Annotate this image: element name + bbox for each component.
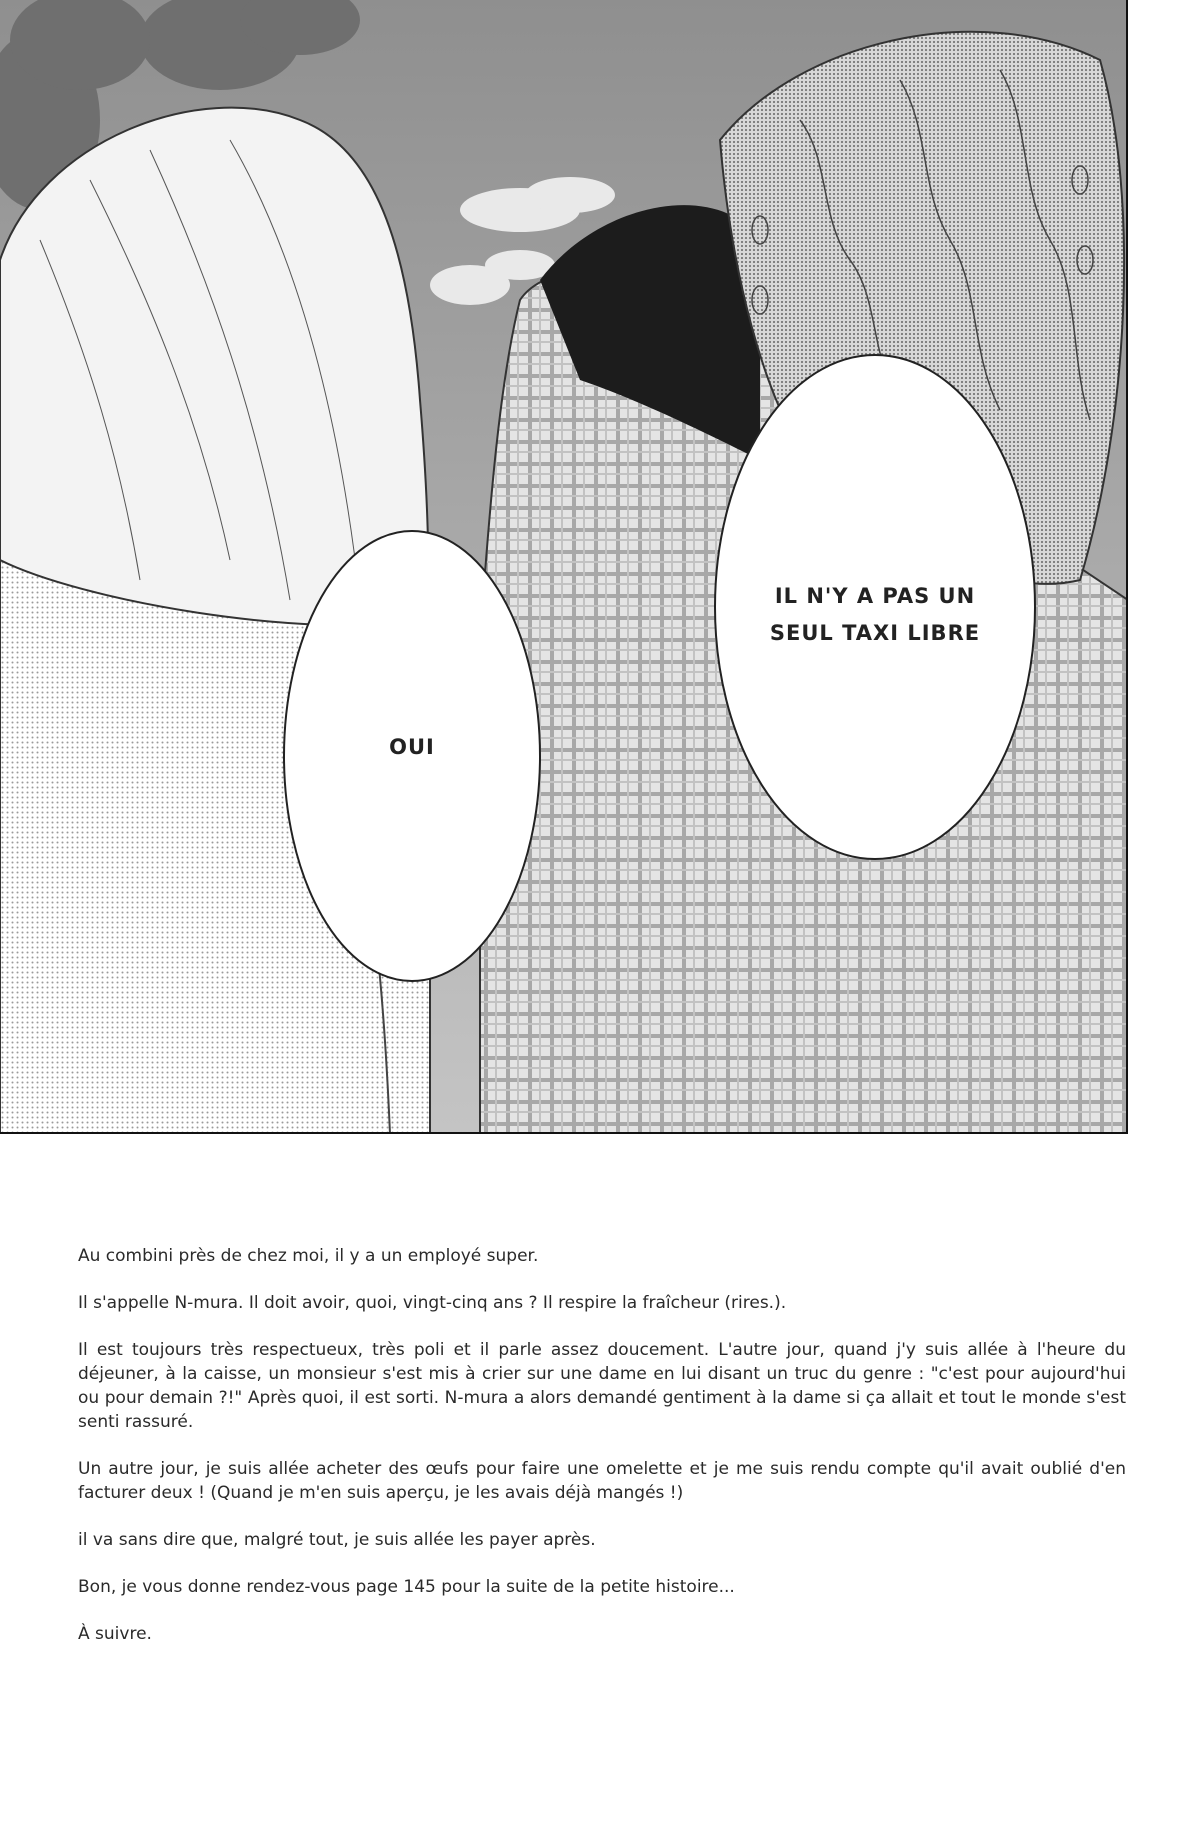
- bubble-line: OUI: [389, 735, 435, 759]
- bubble-line: IL N'Y A PAS UN: [774, 584, 976, 608]
- bubble-text-right: [745, 578, 1005, 652]
- afterword-text: [78, 1244, 1126, 1669]
- afterword-paragraph: Un autre jour, je suis allée acheter des œufs pour faire une omelette et je me suis rendu compte qu'il avait oublié d'en facturer deux ! (Quand je m'en suis aperçu, je les avais déjà mangés !): [78, 1459, 1126, 1503]
- afterword-paragraph: À suivre.: [78, 1624, 152, 1644]
- afterword-paragraph: Il est toujours très respectueux, très poli et il parle assez doucement. L'autre jour, quand j'y suis allée à l'heure du déjeuner, à la caisse, un monsieur s'est mis à crier sur une dame en lui disant un truc du genre : "c'est pour aujourd'hui ou pour demain ?!" Après quoi, il est sorti. N-mura a alors demandé gentiment à la dame si ça allait et tout le monde s'est senti rassuré.: [78, 1340, 1126, 1432]
- afterword-paragraph: Il s'appelle N-mura. Il doit avoir, quoi, vingt-cinq ans ? Il respire la fraîcheur (rires.).: [78, 1293, 787, 1313]
- bubble-text-left: [342, 735, 482, 759]
- afterword-paragraph: Bon, je vous donne rendez-vous page 145 pour la suite de la petite histoire...: [78, 1577, 735, 1597]
- bubble-line: SEUL TAXI LIBRE: [769, 621, 981, 645]
- afterword-paragraph: Au combini près de chez moi, il y a un employé super.: [78, 1246, 539, 1266]
- afterword-paragraph: il va sans dire que, malgré tout, je suis allée les payer après.: [78, 1530, 596, 1550]
